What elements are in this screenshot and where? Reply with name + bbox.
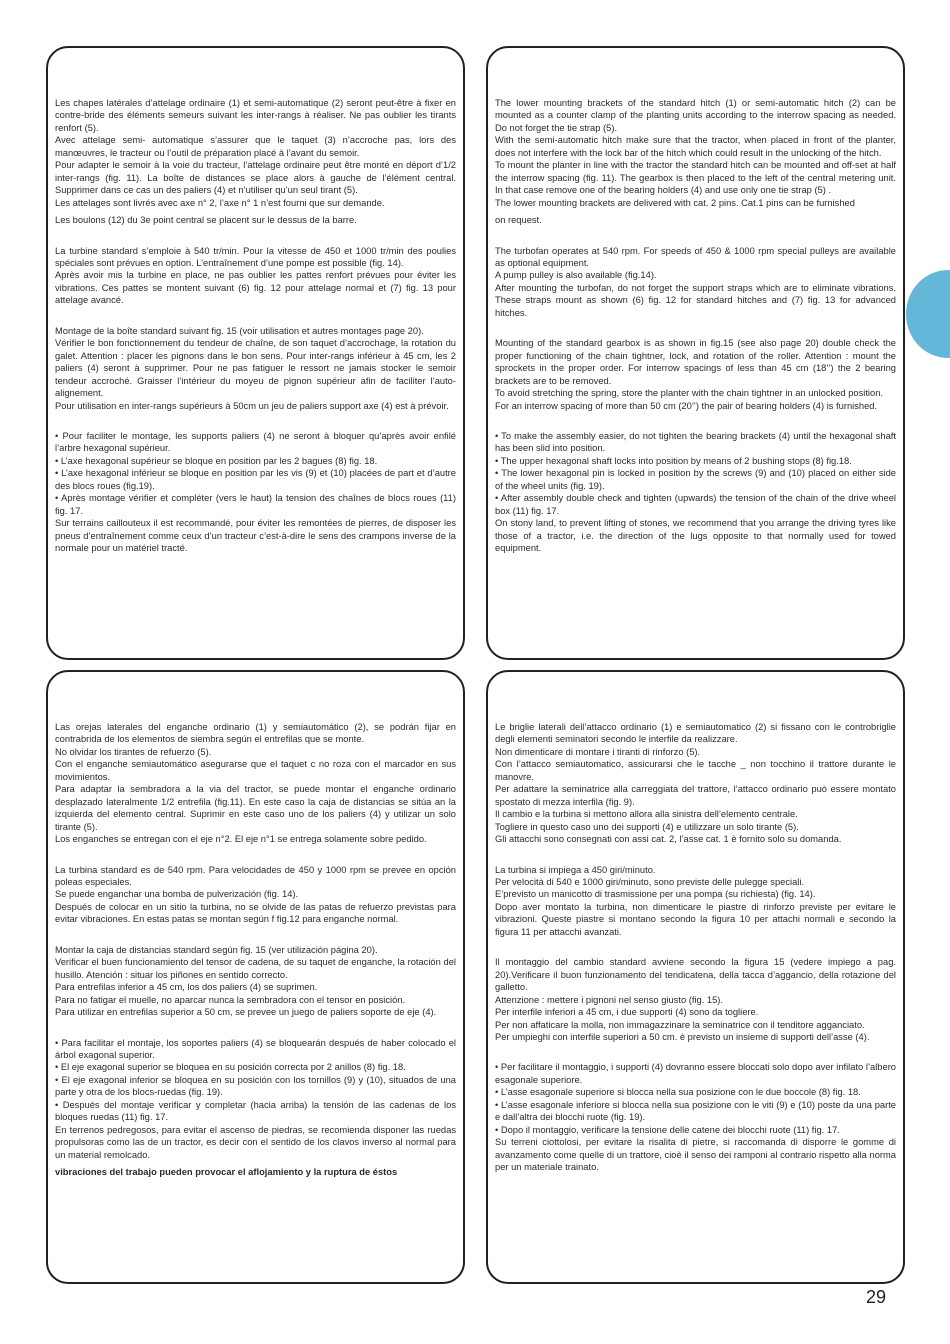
paragraph: Montage de la boîte standard suivant fig. 15 (voir utilisation et autres montages page 20). Vérifier le bon fonctionnement du tendeur de chaîne, de son taquet d’accrochage, la rotation du galet. Attention : placer les pignons dans le bon sens. Pour inter-rangs inférieur à 45 cm, les 2 paliers (4) seront à supprimer. Pour ne pas fatiguer le ressort ne jamais stocker le semoir tendeur accroché. Graisser l’intérieur du moyeu de pignon supérieur afin de faciliter l’auto- alignement. Pour utilisation en inter-rangs supérieurs à 50cm un jeu de paliers support axe (4) est à prévoir.	[55, 325, 456, 411]
panel-italian	[486, 670, 905, 1284]
paragraph: La turbine standard s’emploie à 540 tr/min. Pour la vitesse de 450 et 1000 tr/min des poulies spéciales sont prévues en option. L’entraînement d’une pompe est possible (fig. 14). Après avoir mis la turbine en place, ne pas oublier les pattes renfort prévues pour éviter les vibrations. Ces pattes se montent suivant (6) fig. 12 pour attelage normal et (7) fig. 13 pour attelage avancé.	[55, 245, 456, 306]
page-number: 29	[866, 1287, 887, 1307]
paragraph: Les boulons (12) du 3e point central se placent sur le dessus de la barre.	[55, 215, 357, 226]
paragraph: • To make the assembly easier, do not tighten the bearing brackets (4) until the hexagonal shaft has been slid into position. • The upper hexagonal shaft locks into position by means of 2 bushing stops (8) fig.18. • The lower hexagonal pin is locked in position by the screws (9) and (10) placed on either side of the wheel units (fig. 19). • After assembly double check and tighten (upwards) the tension of the chain of the drive wheel box (11) fig. 17. On stony land, to prevent lifting of stones, we recommend that you arrange the driving tyres like those of a tractor, i.e. the direction of the lugs opposite to that normally used for towed equipment.	[495, 430, 896, 554]
panel-french	[46, 46, 465, 660]
paragraph: on request.	[495, 215, 542, 226]
paragraph: • Per facilitare il montaggio, i supporti (4) dovranno essere bloccati solo dopo aver infilato l’albero esagonale superiore. • L’asse esagonale superiore si blocca nella sua posizione con le due boccole (8) fig. 18. • L’asse esagonale inferiore si blocca nella sua posizione con le viti (9) e (10) poste da una parte e dall’altra dei blocchi ruote (fig. 19). • Dopo il montaggio, verificare la tensione delle catene dei blocchi ruote (11) fig. 17. Su terreni ciottolosi, per evitare la risalita di pietre, si raccomanda di disporre le gomme di avanzamento come quelle di un trattore, cioè il senso dei ramponi al contrario rispetto alla norma per un materiale trainato.	[495, 1062, 896, 1173]
paragraph: • Para facilitar el montaje, los soportes paliers (4) se bloquearán después de haber colocado el árbol exagonal superior. • El eje exagonal superior se bloquea en su posición correcta por 2 anillos (8) fig. 18. • El eje exagonal inferior se bloquea en su posición con los tornillos (9) y (10), situados de una parte y otra de los blocs-ruedas (fig. 19). • Después del montaje verificar y completar (hacia arriba) la tensión de las cadenas de los bloques ruedas (11) fig. 17. En terrenos pedregosos, para evitar el ascenso de piedras, se recomienda disponer las ruedas propulsoras como las de un tractor, es decir con el sentido de los clavos inverso al normal para un material remolcado.	[55, 1037, 456, 1160]
paragraph: The lower mounting brackets of the standard hitch (1) or semi-automatic hitch (2) can be mounted as a counter clamp of the planting units according to the interrow spacing as needed. Do not forget the tie strap (5). With the semi-automatic hitch make sure that the tractor, when placed in front of the planter, does not interfere with the lock bar of the hitch which could result in the unlocking of the hitch. To mount the planter in line with the tractor the standard hitch can be mounted and off-set at half the interrow spacing (fig. 11). The gearbox is then placed to the left of the central metering unit. In that case remove one of the bearing holders (4) and use only one tie strap (5) . The lower mounting brackets are delivered with cat. 2 pins. Cat.1 pins can be furnished	[495, 98, 896, 208]
paragraph: Le briglie laterali dell’attacco ordinario (1) e semiautomatico (2) si fissano con le controbriglie degli elementi seminatori secondo le interfile da realizzare. Non dimenticare di montare i tiranti di rinforzo (5). Con l’attacco semiautomatico, assicurarsi che le tacche _ non tocchino il trattore durante le manovre. Per adattare la seminatrice alla carreggiata del trattore, l’attacco ordinario può essere montato spostato di mezza interfila (fig. 9). Il cambio e la turbina si mettono allora alla sinistra dell’elemento centrale. Togliere in questo caso uno dei supporti (4) e utilizzare un solo tirante (5). Gli attacchi sono consegnati con assi cat. 2, l’asse cat. 1 è fornito solo su domanda.	[495, 722, 896, 845]
paragraph: La turbina si impiega a 450 giri/minuto. Per velocità di 540 e 1000 giri/minuto, sono previste delle pulegge speciali. E’previsto un manicotto di trasmissione per una pompa (su richiesta) (fig. 14). Dopo aver montato la turbina, non dimenticare le piastre di rinforzo previste per evitare le vibrazioni. Queste piastre si montano secondo la figura 10 per attachi normali e secondo la figura 11 per attacchi avanzati.	[495, 864, 896, 937]
panel-english	[486, 46, 905, 660]
bold-paragraph: vibraciones del trabajo pueden provocar el aflojamiento y la ruptura de éstos	[55, 1167, 398, 1178]
side-tab-marker	[906, 270, 950, 358]
panel-text	[495, 97, 896, 555]
panel-text	[55, 97, 456, 555]
paragraph: The turbofan operates at 540 rpm. For speeds of 450 & 1000 rpm special pulleys are available as optional equipment. A pump pulley is also available (fig.14). After mounting the turbofan, do not forget the support straps which are to eliminate vibrations. These straps mount as shown (6) fig. 12 for standard hitches and (7) fig. 13 for advanced hitches.	[495, 245, 896, 318]
panel-spanish	[46, 670, 465, 1284]
panel-text	[495, 721, 896, 1174]
paragraph: • Pour faciliter le montage, les supports paliers (4) ne seront à bloquer qu’après avoir enfilé l’arbre hexagonal supérieur. • L’axe hexagonal supérieur se bloque en position par les 2 bagues (8) fig. 18. • L’axe hexagonal inférieur se bloque en position par les vis (9) et (10) placées de part et d’autre des blocs roues (fig.19). • Après montage vérifier et compléter (vers le haut) la tension des chaînes de blocs roues (11) fig. 17. Sur terrains caillouteux il est recommandé, pour éviter les remontées de pierres, de disposer les pneus d’entraînement comme ceux d’un tracteur c’est-à-dire le sens des crampons inverse de la normale pour un matériel tracté.	[55, 430, 456, 554]
panel-text	[55, 721, 456, 1179]
paragraph: Las orejas laterales del enganche ordinario (1) y semiautomático (2), se podrán fijar en contrabrida de los elementos de siembra según el entrefilas que se monte. No olvidar los tirantes de refuerzo (5). Con el enganche semiautomático asegurarse que el taquet c no roza con el marcador en sus movimientos. Para adaptar la sembradora a la via del tractor, se puede montar el enganche ordinario desplazado lateralmente 1/2 entrefila (fig.11). En este caso la caja de distancias se sitúa an la izquierda del elemento central. Suprimir en este caso uno de los paliers (4) y utilizar un solo tirante (5). Los enganches se entregan con el eje n°2. El eje n°1 se entrega solamente sobre pedido.	[55, 722, 456, 845]
paragraph: La turbina standard es de 540 rpm. Para velocidades de 450 y 1000 rpm se prevee en opción poleas especiales. Se puede enganchar una bomba de pulverización (fig. 14). Después de colocar en un sitio la turbina, no se olvide de las patas de refuerzo previstas para evitar vibraciones. En estas patas se montan según f fig.12 para enganche normal.	[55, 864, 456, 925]
paragraph: Il montaggio del cambio standard avviene secondo la figura 15 (vedere impiego a pag. 20).Verificare il buon funzionamento del tendicatena, della tacca d’aggancio, della rotazione del galletto. Attenzione : mettere i pignoni nel senso giusto (fig. 15). Per interfile inferiori a 45 cm, i due supporti (4) sono da togliere. Per non affaticare la molla, non immagazzinare la seminatrice con il tenditore agganciato. Per umpieghi con interfile superiori a 50 cm. è previsto un insieme di supporti dell’asse (4).	[495, 957, 896, 1042]
paragraph: Montar la caja de distancias standard según fig. 15 (ver utilización página 20). Verificar el buen funcionamiento del tensor de cadena, de su taquet de enganche, la rotación del husillo. Atención : situar los piñones en sentido correcto. Para entrefilas inferior a 45 cm, los dos paliers (4) se suprimen. Para no fatigar el muelle, no aparcar nunca la sembradora con el tensor en posición. Para utilizar en entrefilas superior a 50 cm, se prevee un juego de paliers soporte de eje (4).	[55, 944, 456, 1018]
paragraph: Mounting of the standard gearbox is as shown in fig.15 (see also page 20) double check the proper functioning of the chain tightner, lock, and rotation of the roller. Attention : mount the sprockets in the proper order. For interrow spacings of less than 45 cm (18’’) the 2 bearing brackets are to be removed. To avoid stretching the spring, store the planter with the chain tightner in an unlocked position. For an interrow spacing of more than 50 cm (20’’) the pair of bearing holders (4) is furnished.	[495, 338, 896, 411]
paragraph: Les chapes latérales d’attelage ordinaire (1) et semi-automatique (2) seront peut-être à fixer en contre-bride des éléments semeurs suivant les inter-rangs à réaliser. Ne pas oublier les tirants renfort (5). Avec attelage semi- automatique s’assurer que le taquet (3) n’accroche pas, lors des manœuvres, le tracteur ou l’outil de préparation placé à l’avant du semoir. Pour adapter le semoir à la voie du tracteur, l’attelage ordinaire peut être monté en déport d’1/2 inter-rangs (fig. 11). La boîte de distances se place alors à gauche de l’élément central. Supprimer dans ce cas un des paliers (4) et n’utiliser qu’un seul tirant (5). Les attelages sont livrés avec axe n° 2, l’axe n° 1 n’est fourni que sur demande.	[55, 98, 456, 208]
